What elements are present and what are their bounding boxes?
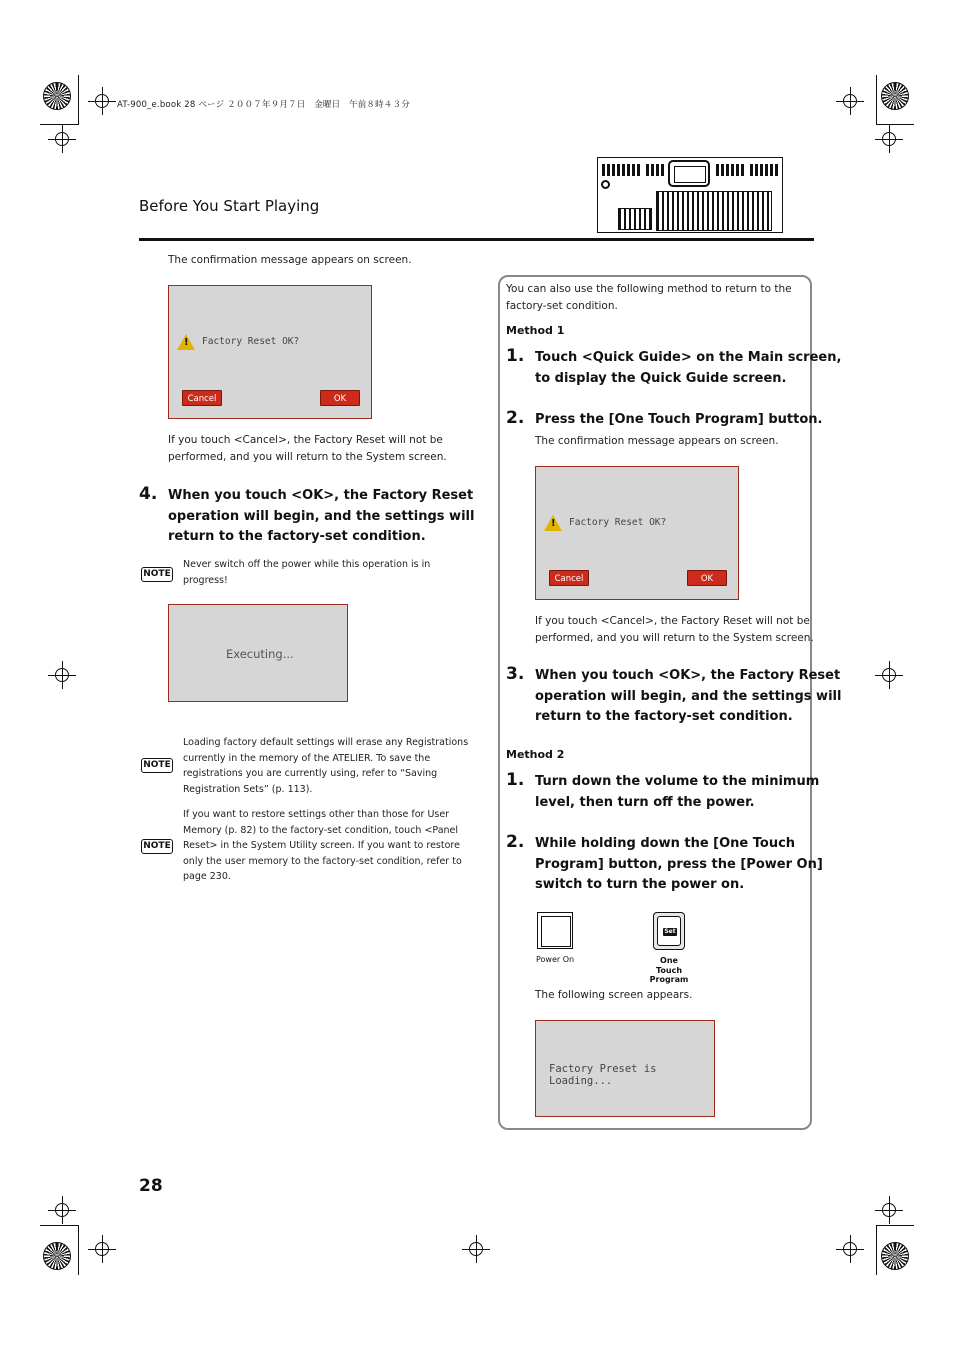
step-text: Touch <Quick Guide> on the Main screen, to display the Quick Guide screen. bbox=[535, 350, 842, 386]
crosshair-mark bbox=[843, 1242, 857, 1256]
lcd-executing bbox=[168, 604, 348, 702]
note-badge: NOTE bbox=[141, 839, 173, 854]
crosshair-mark bbox=[95, 1242, 109, 1256]
lcd-loading-text: Factory Preset is Loading... bbox=[549, 1063, 657, 1087]
ok-button[interactable]: OK bbox=[687, 570, 727, 586]
step-text: Press the [One Touch Program] button. bbox=[535, 412, 823, 427]
cancel-note: If you touch <Cancel>, the Factory Reset will not be performed, and you will return to the System screen. bbox=[535, 615, 814, 644]
crosshair-mark bbox=[55, 132, 69, 146]
crop-line bbox=[876, 1225, 877, 1275]
method-1-heading: Method 1 bbox=[506, 324, 565, 337]
cancel-button[interactable]: Cancel bbox=[549, 570, 589, 586]
crop-line bbox=[876, 124, 914, 125]
crosshair-mark bbox=[55, 668, 69, 682]
one-touch-program-label: One Touch Program bbox=[649, 956, 689, 984]
note-badge: NOTE bbox=[141, 758, 173, 773]
lcd-factory-preset-loading bbox=[535, 1020, 715, 1117]
crosshair-mark bbox=[843, 94, 857, 108]
crosshair-mark bbox=[882, 132, 896, 146]
section-title: Before You Start Playing bbox=[139, 197, 320, 215]
crosshair-mark bbox=[882, 668, 896, 682]
crosshair-mark bbox=[55, 1203, 69, 1217]
lcd-factory-reset-confirm bbox=[168, 285, 372, 419]
note-text: Loading factory default settings will erase any Registrations currently in the memory of the ATELIER. To save the registrations you are currently using, refer to “Saving Registration Sets” (p. 113). bbox=[183, 737, 469, 795]
set-label: Set bbox=[664, 928, 676, 935]
power-on-switch-icon bbox=[537, 912, 573, 949]
crop-line bbox=[876, 75, 877, 125]
step-number: 4. bbox=[139, 484, 158, 504]
lcd-message: Factory Reset OK? bbox=[202, 336, 300, 347]
confirmation-intro: The confirmation message appears on screen. bbox=[168, 254, 412, 266]
step-text: While holding down the [One Touch Program] button, press the [Power On] switch to turn the power on. bbox=[535, 836, 823, 892]
step-number: 2. bbox=[506, 832, 525, 852]
lcd-message: Factory Reset OK? bbox=[569, 517, 667, 528]
step-number: 3. bbox=[506, 664, 525, 684]
registration-rosette-bottom-right bbox=[881, 1242, 909, 1270]
crop-line bbox=[78, 75, 79, 125]
crop-line bbox=[78, 1225, 79, 1275]
box-intro: You can also use the following method to return to the factory-set condition. bbox=[506, 283, 792, 312]
registration-rosette-top-right bbox=[881, 82, 909, 110]
step-text: When you touch <OK>, the Factory Reset operation will begin, and the settings will return to the factory-set condition. bbox=[168, 488, 475, 544]
header-rule bbox=[139, 238, 814, 241]
lcd-factory-reset-confirm bbox=[535, 466, 739, 600]
registration-rosette-top-left bbox=[43, 82, 71, 110]
note-badge: NOTE bbox=[141, 567, 173, 582]
crop-line bbox=[876, 1225, 914, 1226]
crop-line bbox=[40, 124, 78, 125]
registration-rosette-bottom-left bbox=[43, 1242, 71, 1270]
warning-icon: ! bbox=[177, 334, 195, 350]
ok-button[interactable]: OK bbox=[320, 390, 360, 406]
step-sub-text: The confirmation message appears on screen. bbox=[535, 435, 779, 447]
page-number: 28 bbox=[139, 1176, 163, 1196]
step-text: Turn down the volume to the minimum level, then turn off the power. bbox=[535, 774, 820, 810]
crosshair-mark bbox=[882, 1203, 896, 1217]
cancel-note: If you touch <Cancel>, the Factory Reset will not be performed, and you will return to the System screen. bbox=[168, 434, 447, 463]
warning-icon: ! bbox=[544, 515, 562, 531]
note-text: If you want to restore settings other than those for User Memory (p. 82) to the factory-set condition, touch <Panel Reset> in the System Utility screen. If you want to restore only the user memory to the factory-set condition, refer to page 230. bbox=[183, 809, 462, 882]
crosshair-mark bbox=[469, 1242, 483, 1256]
keyboard-illustration bbox=[597, 157, 783, 233]
step-number: 1. bbox=[506, 346, 525, 366]
one-touch-program-button-icon bbox=[653, 912, 685, 950]
cancel-button[interactable]: Cancel bbox=[182, 390, 222, 406]
note-text: Never switch off the power while this operation is in progress! bbox=[183, 559, 431, 586]
step-number: 2. bbox=[506, 408, 525, 428]
step-number: 1. bbox=[506, 770, 525, 790]
power-on-label: Power On bbox=[536, 955, 575, 964]
crop-line bbox=[40, 1225, 78, 1226]
step-text: When you touch <OK>, the Factory Reset operation will begin, and the settings will return to the factory-set condition. bbox=[535, 668, 842, 724]
lcd-executing-text: Executing... bbox=[226, 647, 294, 661]
method-2-heading: Method 2 bbox=[506, 748, 565, 761]
file-info: AT-900_e.book 28 ページ ２００７年９月７日 金曜日 午前８時４３分 bbox=[117, 100, 410, 110]
crosshair-mark bbox=[95, 94, 109, 108]
following-screen-text: The following screen appears. bbox=[535, 989, 693, 1001]
